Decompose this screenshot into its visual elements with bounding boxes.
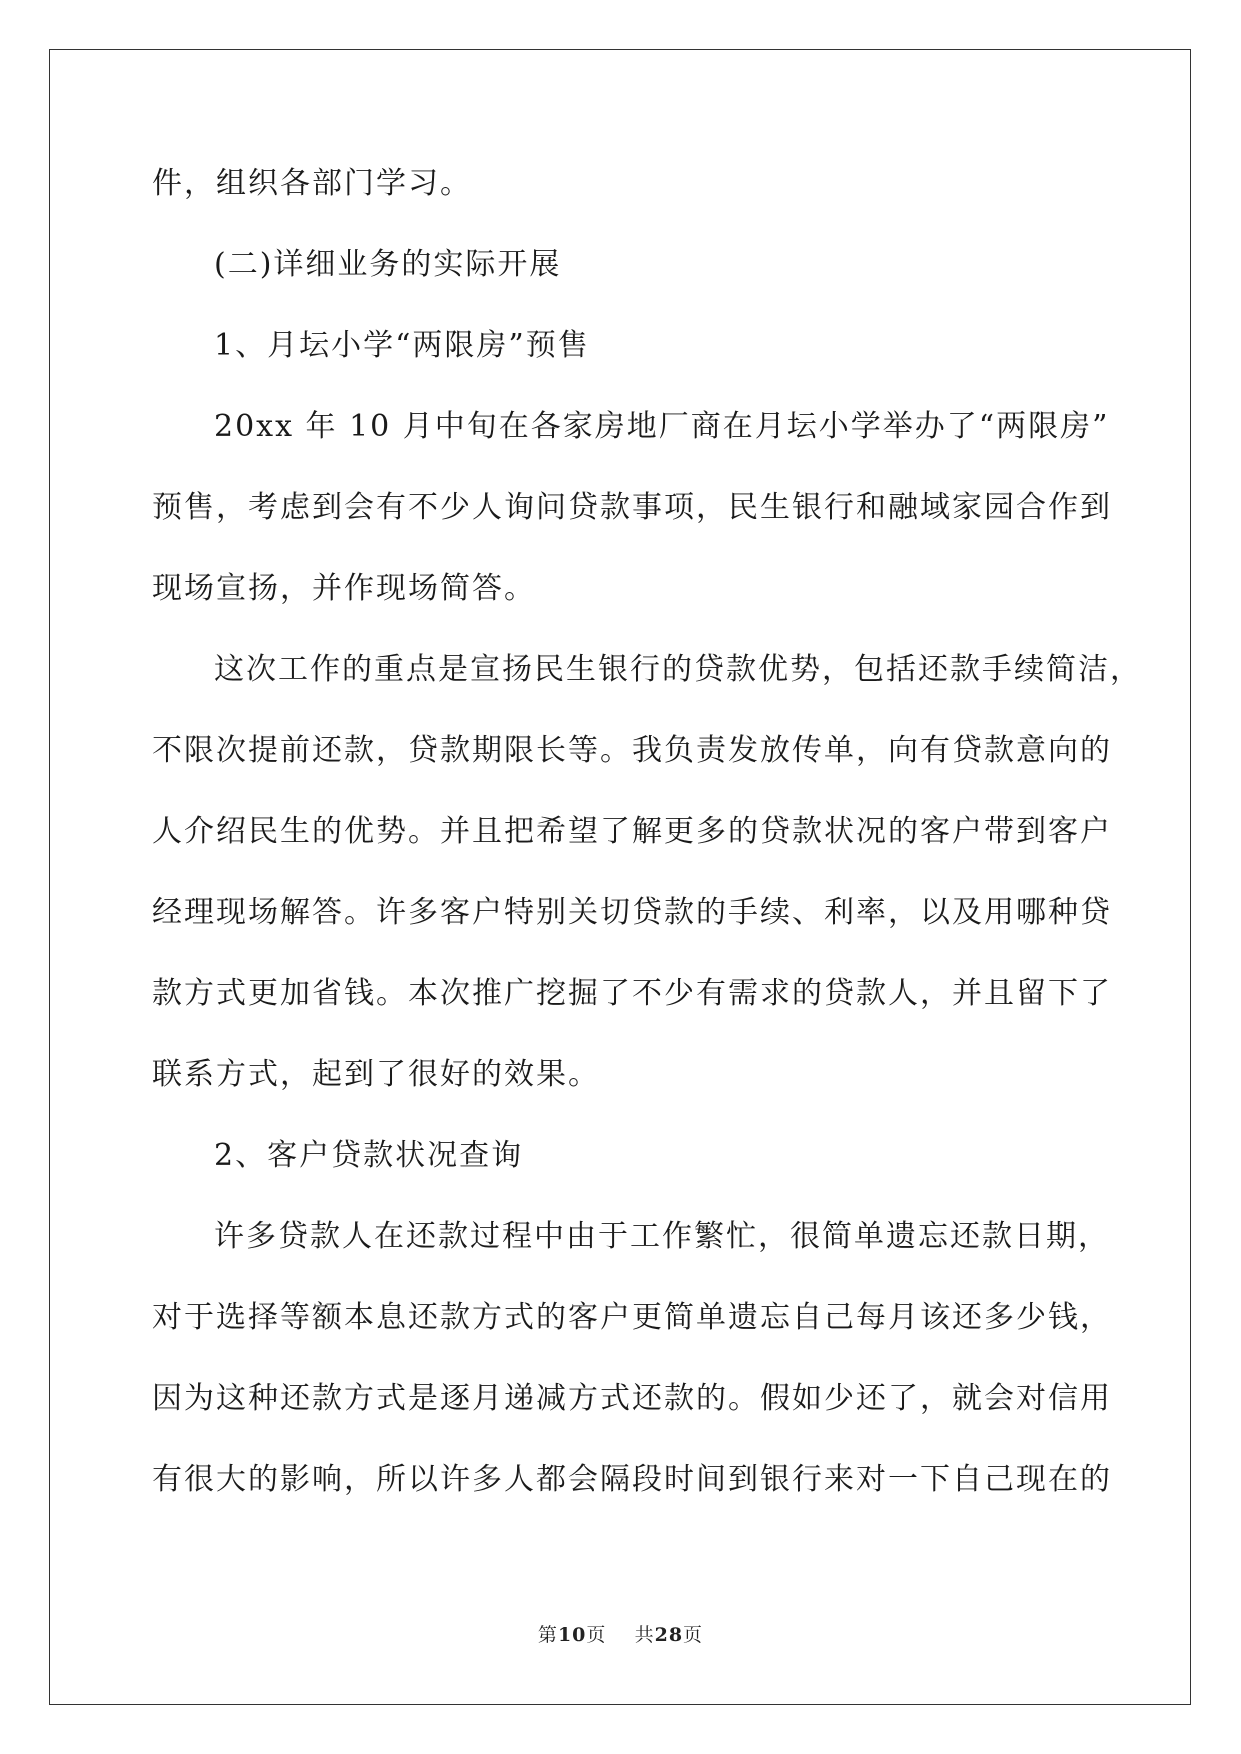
line-text: 这次工作的重点是宣扬民生银行的贷款优势，包括还款手续简洁，	[214, 652, 1142, 687]
text-line	[152, 976, 1112, 1012]
line-text: 许多贷款人在还款过程中由于工作繁忙，很简单遗忘还款日期，	[214, 1219, 1110, 1254]
subsection-heading	[152, 1138, 1092, 1174]
text-line	[152, 1219, 1110, 1255]
total-suffix: 页	[683, 1624, 704, 1646]
page-footer	[0, 1620, 1241, 1647]
total-prefix: 共	[634, 1624, 655, 1646]
line-text: 现场宣扬，并作现场简答。	[152, 571, 536, 606]
line-text: 预售，考虑到会有不少人询问贷款事项，民生银行和融域家园合作到	[152, 490, 1112, 525]
text-line	[152, 1381, 1112, 1417]
text-line	[152, 1057, 1092, 1093]
line-text: 款方式更加省钱。本次推广挖掘了不少有需求的贷款人，并且留下了	[152, 976, 1112, 1011]
line-text: (二)详细业务的实际开展	[214, 247, 562, 282]
line-text: 件，组织各部门学习。	[152, 166, 472, 201]
page-number: 10	[557, 1624, 587, 1646]
line-text: 经理现场解答。许多客户特别关切贷款的手续、利率，以及用哪种贷	[152, 895, 1112, 930]
page-prefix: 第	[537, 1624, 558, 1646]
text-line	[152, 814, 1112, 850]
text-line	[152, 652, 1142, 688]
page-suffix: 页	[586, 1624, 607, 1646]
text-line	[152, 490, 1112, 526]
text-line	[152, 1300, 1112, 1336]
text-line	[152, 1462, 1112, 1498]
document-body	[152, 166, 1142, 1543]
text-line	[152, 733, 1112, 769]
text-line	[152, 166, 1092, 202]
text-line	[152, 895, 1112, 931]
line-text: 对于选择等额本息还款方式的客户更简单遗忘自己每月该还多少钱，	[152, 1300, 1112, 1335]
line-text: 有很大的影响，所以许多人都会隔段时间到银行来对一下自己现在的	[152, 1462, 1112, 1497]
line-text: 不限次提前还款，贷款期限长等。我负责发放传单，向有贷款意向的	[152, 733, 1112, 768]
subsection-heading	[152, 328, 1092, 364]
line-text: 1、月坛小学“两限房”预售	[214, 328, 590, 363]
line-text: 联系方式，起到了很好的效果。	[152, 1057, 600, 1092]
line-text: 人介绍民生的优势。并且把希望了解更多的贷款状况的客户带到客户	[152, 814, 1112, 849]
line-text: 因为这种还款方式是逐月递减方式还款的。假如少还了，就会对信用	[152, 1381, 1112, 1416]
text-line	[152, 571, 1092, 607]
text-line	[152, 409, 1110, 445]
section-heading	[152, 247, 1092, 283]
total-pages: 28	[654, 1624, 684, 1646]
line-text: 20xx 年 10 月中旬在各家房地厂商在月坛小学举办了“两限房”	[214, 409, 1110, 444]
line-text: 2、客户贷款状况查询	[214, 1138, 524, 1173]
